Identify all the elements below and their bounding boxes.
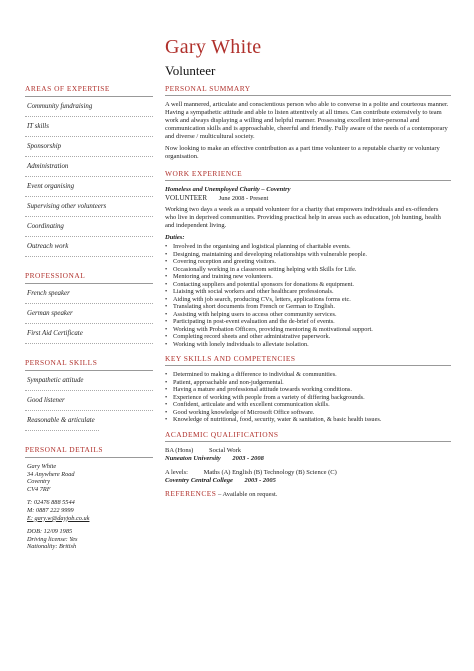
job-line [165,194,451,203]
candidate-name: Gary White [165,36,262,58]
university: Nuneaton University [165,454,221,462]
detail-dob: DOB: 12/09 1985 [27,528,73,536]
skills-list [165,371,451,424]
work-heading: WORK EXPERIENCE [165,169,243,178]
duty-item: • Contacting suppliers and potential sponsors for donations & equipment. [165,281,451,289]
job-title: VOLUNTEER [165,194,207,202]
employer: Homeless and Unemployed Charity – Coventry [165,186,291,193]
personal-details-heading: PERSONAL DETAILS [25,445,103,454]
skill-item: • Good working knowledge of Microsoft Office software. [165,409,451,417]
degree-subject: Social Work [208,446,242,454]
divider [25,457,153,458]
expertise-item: Event organising [25,177,153,197]
detail-telephone: T: 02476 888 5544 [27,499,75,507]
duty-item: • Working with lonely individuals to alleviate isolation. [165,341,451,349]
sidebar [25,84,153,551]
job-dates: June 2008 - Present [218,195,269,202]
skill-item: • Knowledge of nutritional, food, security, water & sanitation, & basic health issues. [165,416,451,424]
expertise-item: IT skills [25,117,153,137]
duty-item: • Liaising with social workers and other healthcare professionals. [165,288,451,296]
duty-item: • Working with Probation Officers, providing mentoring & motivational support. [165,326,451,334]
college: Coventry Central College [165,476,233,484]
job-description: Working two days a week as a unpaid volunteer for a charity that empowers individuals and ex-offenders who live in deprived communities. Providing practical help in areas such as education, job hunting, health and independent living. [165,206,441,229]
job-role: Volunteer [165,63,216,78]
detail-email-link[interactable]: E: gary.w@dayjob.co.uk [27,514,90,522]
personal-skill-item: Reasonable & articulate [25,411,99,431]
detail-mobile: M: 0887 222 9999 [27,506,74,514]
personal-skills-heading: PERSONAL SKILLS [25,358,98,367]
detail-address: 34 Anywhere Road [27,470,75,478]
duties-label: Duties: [165,234,185,241]
summary-paragraph: Now looking to make an effective contribution as a part time volunteer to a reputable charity or voluntary organisation. [165,145,440,160]
summary-paragraph: A well mannered, articulate and conscientious person who able to converse in a polite and courteous manner. Having a sympathetic attitude and able to listen attentively at all times. Can contribute extensively to team work and always displaying a willing and helpful manner. Possessing excellent inter-personal and communication skills and is approachable, cheerful and friendly. Fully aware of the needs of a contemporary and diverse / multicultural society. [165,101,449,140]
skill-item: • Experience of working with people from a variety of differing backgrounds. [165,394,451,402]
skill-item: • Determined to making a difference to individual & communities. [165,371,451,379]
alevels-line [165,469,451,477]
expertise-heading: AREAS OF EXPERTISE [25,84,110,93]
skill-item: • Confident, articulate and with excellent communication skills. [165,401,451,409]
divider [165,441,451,442]
personal-skill-item: Sympathetic attitude [25,371,153,391]
personal-skill-item: Good listener [25,391,153,411]
divider [165,95,451,96]
degree: BA (Hons) [165,446,194,454]
detail-city: Coventry [27,478,51,486]
duty-item: • Occasionally working in a classroom setting helping with Skills for Life. [165,266,451,274]
duty-item: • Involved in the organising and logistical planning of charitable events. [165,243,451,251]
expertise-item: Sponsorship [25,137,153,157]
alevels-subjects: Maths (A) English (B) Technology (B) Science (C) [203,468,337,476]
expertise-item: Community fundraising [25,97,153,117]
detail-driving: Driving license: Yes [27,535,78,543]
divider [165,365,451,366]
summary-heading: PERSONAL SUMMARY [165,84,251,93]
university-years: 2003 - 2008 [232,454,264,462]
duty-item: • Mentoring and training new volunteers. [165,273,451,281]
degree-line [165,447,451,455]
college-line [165,477,451,485]
detail-name: Gary White [27,463,57,470]
expertise-item: Outreach work [25,237,153,257]
divider [165,180,451,181]
professional-item: First Aid Certificate [25,324,153,344]
duty-item: • Assisting with helping users to access other community services. [165,311,451,319]
references-text: – Available on request. [218,490,278,498]
expertise-item: Coordinating [25,217,153,237]
references-heading: REFERENCES [165,488,217,498]
duties-list [165,243,451,348]
skill-item: • Patient, approachable and non-judgemental. [165,379,451,387]
main-content [165,84,451,499]
duty-item: • Designing, maintaining and developing relationships with vulnerable people. [165,251,451,259]
university-line [165,455,451,463]
references-line [165,490,451,499]
duty-item: • Completing record sheets and other administrative paperwork. [165,333,451,341]
professional-heading: PROFESSIONAL [25,271,86,280]
duty-item: • Translating short documents from French or German to English. [165,303,451,311]
professional-item: French speaker [25,284,153,304]
detail-nationality: Nationality: British [27,543,77,551]
skills-heading: KEY SKILLS AND COMPETENCIES [165,354,296,363]
alevels-label: A levels: [165,468,188,476]
skill-item: • Having a mature and professional attitude towards working conditions. [165,386,451,394]
expertise-item: Supervising other volunteers [25,197,153,217]
duty-item: • Covering reception and greeting visitors. [165,258,451,266]
expertise-item: Administration [25,157,153,177]
detail-postcode: CV4 7RF [27,485,51,493]
academic-heading: ACADEMIC QUALIFICATIONS [165,429,279,439]
duty-item: • Participating in post-event evaluation and the de-brief of events. [165,318,451,326]
college-years: 2003 - 2005 [244,476,276,484]
duty-item: • Aiding with job search, producing CVs, letters, applications forms etc. [165,296,451,304]
professional-item: German speaker [25,304,153,324]
